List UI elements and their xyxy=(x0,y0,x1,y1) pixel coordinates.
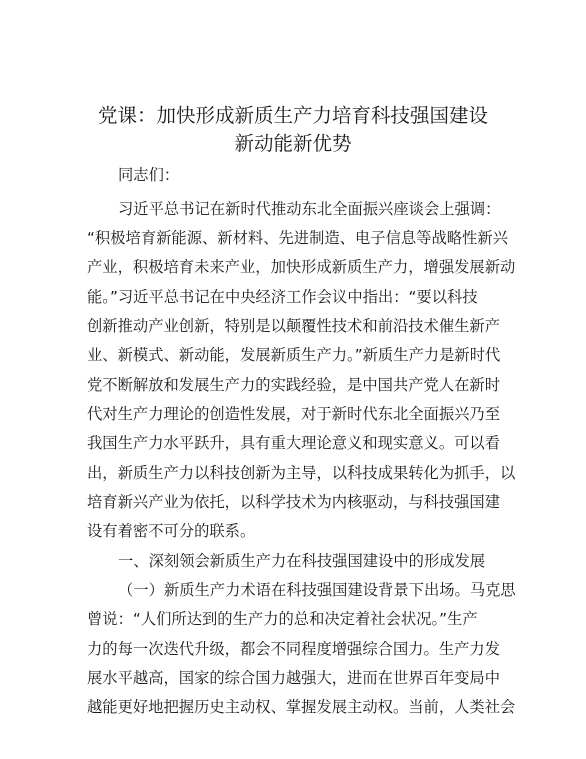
paragraph-line: 展水平越高，国家的综合国力越强大，进而在世界百年变局中 xyxy=(87,669,501,687)
paragraph-line: 产业，积极培育未来产业，加快形成新质生产力，增强发展新动 xyxy=(87,258,516,276)
paragraph-line: 出，新质生产力以科技创新为主导，以科技成果转化为抓手，以 xyxy=(87,464,516,482)
paragraph-line: 曾说：“人们所达到的生产力的总和决定着社会状况。”生产 xyxy=(87,610,478,628)
paragraph-line: 习近平总书记在新时代推动东北全面振兴座谈会上强调： xyxy=(118,200,501,218)
paragraph-line: 设有着密不可分的联系。 xyxy=(87,522,256,540)
paragraph-line: 代对生产力理论的创造性发展，对于新时代东北全面振兴乃至 xyxy=(87,405,501,423)
paragraph-line: “积极培育新能源、新材料、先进制造、电子信息等战略性新兴 xyxy=(87,229,508,247)
paragraph-line: （一）新质生产力术语在科技强国建设背景下出场。马克思 xyxy=(118,581,516,599)
paragraph-line: 创新推动产业创新，特别是以颠覆性技术和前沿技术催生新产 xyxy=(87,317,501,335)
paragraph-line: 我国生产力水平跃升，具有重大理论意义和现实意义。可以看 xyxy=(87,434,501,452)
document-title-line-2: 新动能新优势 xyxy=(234,132,352,155)
section-heading: 一、深刻领会新质生产力在科技强国建设中的形成发展 xyxy=(118,552,486,570)
paragraph-line: 党不断解放和发展生产力的实践经验，是中国共产党人在新时 xyxy=(87,376,501,394)
paragraph-line: 能。”习近平总书记在中央经济工作会议中指出：“要以科技 xyxy=(87,288,478,306)
paragraph-line: 力的每一次迭代升级，都会不同程度增强综合国力。生产力发 xyxy=(87,640,501,658)
document-title-line-1: 党课：加快形成新质生产力培育科技强国建设 xyxy=(97,104,488,127)
paragraph-line: 业、新模式、新动能，发展新质生产力。”新质生产力是新时代 xyxy=(87,346,501,364)
paragraph-line: 培育新兴产业为依托，以科学技术为内核驱动，与科技强国建 xyxy=(87,493,501,511)
salutation: 同志们： xyxy=(118,166,180,184)
paragraph-line: 越能更好地把握历史主动权、掌握发展主动权。当前，人类社会 xyxy=(87,698,516,716)
